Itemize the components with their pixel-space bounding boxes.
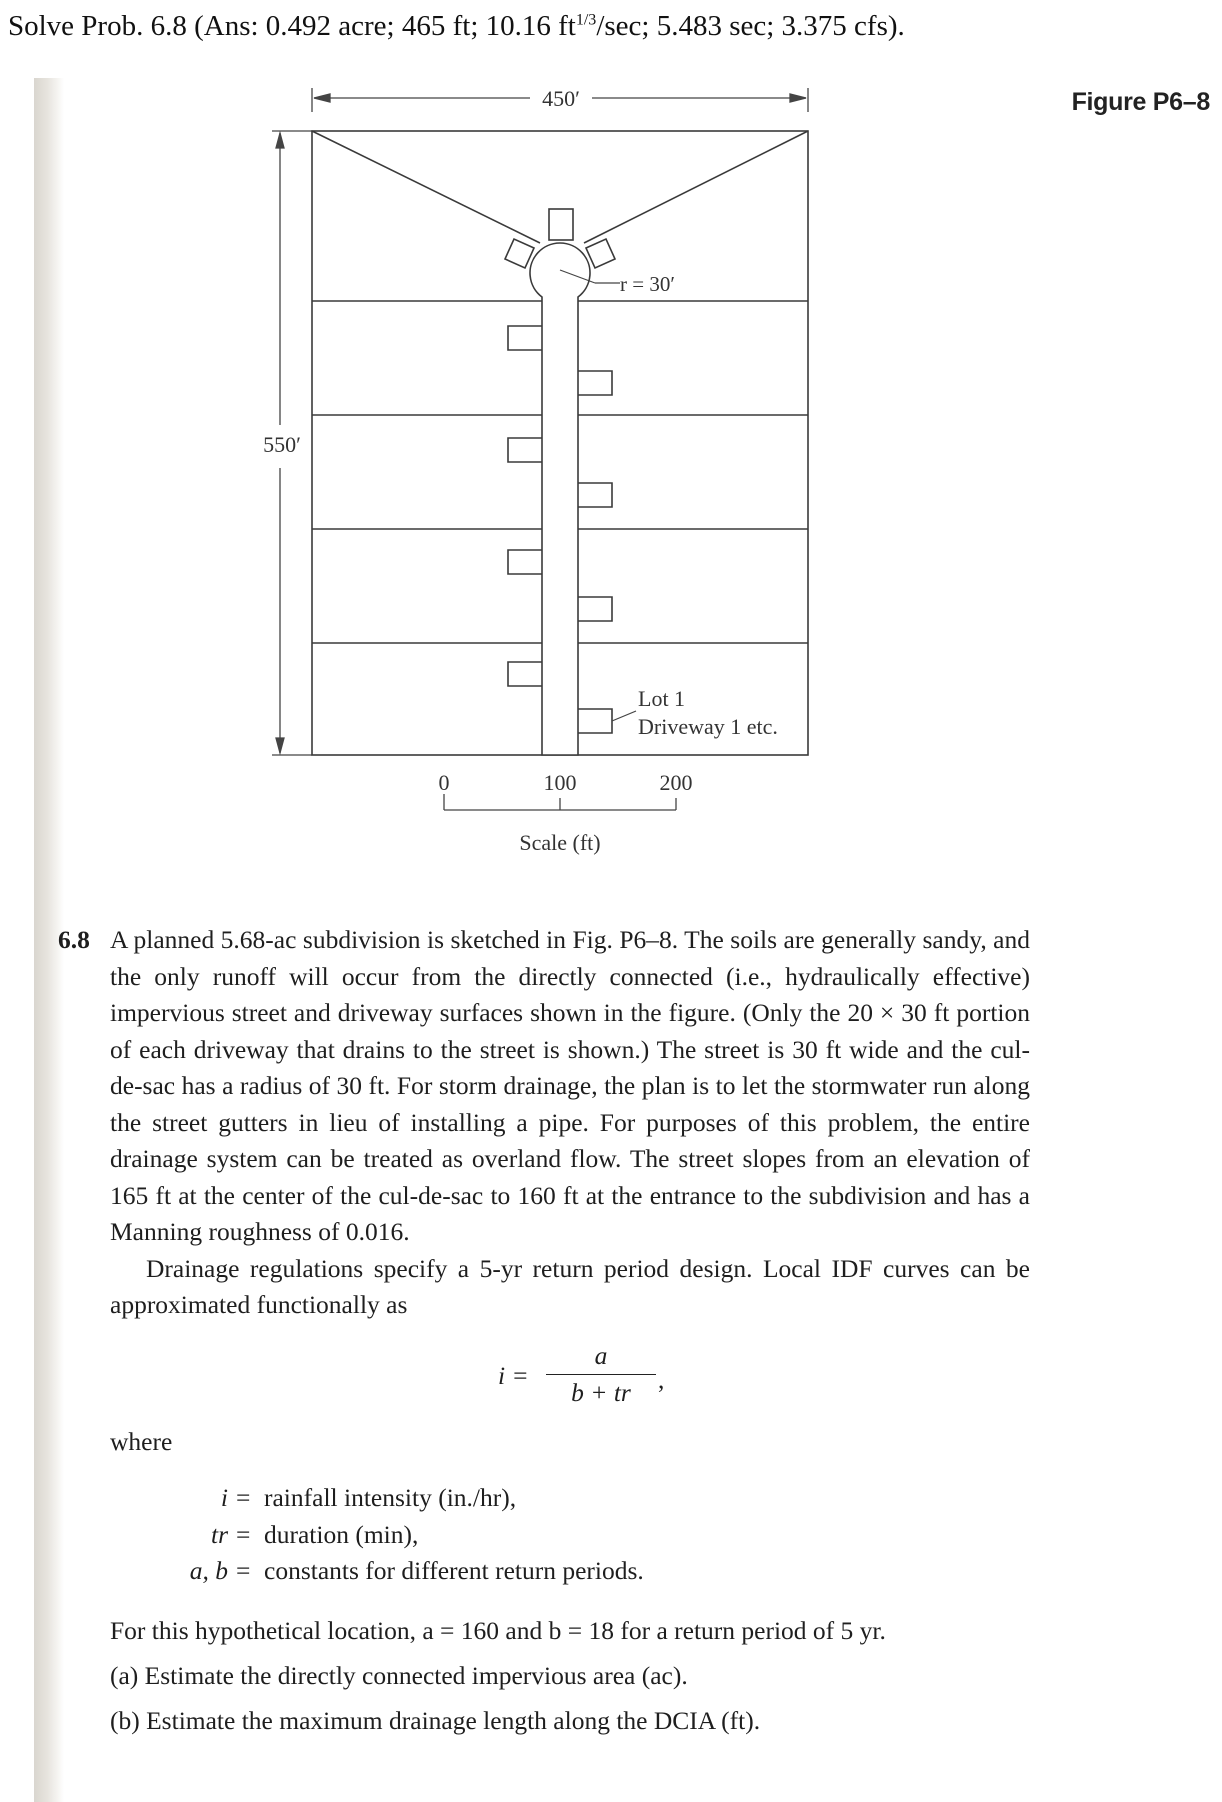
formula-numerator: a xyxy=(594,1340,608,1370)
definition-symbol: tr xyxy=(210,1519,228,1549)
idf-formula xyxy=(58,1338,1030,1418)
driveway-lot-1 xyxy=(578,709,612,733)
formula-lhs: i = xyxy=(498,1360,529,1390)
formula-comma: , xyxy=(658,1364,665,1394)
scale-tick-100: 100 xyxy=(543,770,577,795)
question-a: (a) Estimate the directly connected impervious area (ac). xyxy=(110,1660,688,1690)
driveway xyxy=(508,438,542,462)
definition-symbol: i xyxy=(220,1483,228,1512)
problem-6-8 xyxy=(58,922,1030,1743)
constants-statement: For this hypothetical location, a = 160 and b = 18 for a return period of 5 yr. xyxy=(110,1615,886,1645)
definition-equals: = xyxy=(236,1483,251,1512)
scale-tick-200: 200 xyxy=(659,770,693,795)
definition-symbol: a, b xyxy=(189,1556,228,1585)
radius-label: r = 30′ xyxy=(620,272,675,296)
driveway xyxy=(508,662,542,686)
driveway xyxy=(578,483,612,507)
lot-line xyxy=(312,131,540,243)
definitions-list xyxy=(58,1480,1030,1590)
driveway xyxy=(549,209,573,240)
subdivision-plan-figure xyxy=(0,0,1222,880)
definition-description: duration (min), xyxy=(264,1519,419,1549)
problem-questions xyxy=(110,1608,1030,1743)
scale-label: Scale (ft) xyxy=(519,830,601,855)
where-label: where xyxy=(110,1426,173,1456)
definition-description: constants for different return periods. xyxy=(264,1556,644,1585)
definition-equals: = xyxy=(236,1556,251,1585)
problem-paragraph-1: A planned 5.68-ac subdivision is sketched in Fig. P6–8. The soils are generally sandy, and the only runoff will occur from the directly connected (i.e., hydraulically effective) impervious street and driveway surfaces shown in the figure. (Only the 20 × 30 ft portion of each driveway that drains to the street is shown.) The street is 30 ft wide and the cul-de-sac has a radius of 30 ft. For storm drainage, the plan is to let the stormwater run along the street gutters in lieu of installing a pipe. For purposes of this problem, the entire drainage system can be treated as overland flow. The street slopes from an elevation of 165 ft at the center of the cul-de-sac to 160 ft at the entrance to the subdivision and has a Manning roughness of 0.016. xyxy=(110,925,1030,1246)
street-cul-de-sac xyxy=(530,243,590,755)
question-b: (b) Estimate the maximum drainage length along the DCIA (ft). xyxy=(110,1705,761,1735)
driveway xyxy=(578,597,612,621)
problem-paragraph-2: Drainage regulations specify a 5-yr return period design. Local IDF curves can be approximated functionally as xyxy=(110,1253,1030,1319)
answer-header-prefix: Solve Prob. 6.8 (Ans: 0.492 acre; 465 ft; 10.16 ft xyxy=(8,10,576,42)
lot-line xyxy=(584,131,808,243)
driveway xyxy=(508,550,542,574)
driveway xyxy=(508,326,542,350)
height-label: 550′ xyxy=(263,432,301,457)
answer-header-suffix: /sec; 5.483 sec; 3.375 cfs). xyxy=(596,10,905,42)
driveway-label: Driveway 1 etc. xyxy=(638,714,778,739)
driveway xyxy=(578,371,612,395)
definition-row xyxy=(58,1517,1030,1554)
width-label: 450′ xyxy=(542,86,580,111)
definition-equals: = xyxy=(236,1519,251,1549)
formula-fraction xyxy=(546,1338,656,1412)
driveway xyxy=(586,239,615,268)
driveway xyxy=(505,239,534,268)
problem-number: 6.8 xyxy=(58,925,90,954)
scale-tick-0: 0 xyxy=(438,770,450,795)
definition-row xyxy=(58,1480,1030,1517)
lot-label: Lot 1 xyxy=(638,686,686,711)
formula-denominator: b + tr xyxy=(546,1374,656,1412)
definition-description: rainfall intensity (in./hr), xyxy=(264,1483,517,1512)
figure-caption: Figure P6–8 xyxy=(1071,88,1210,116)
definition-row xyxy=(58,1553,1030,1590)
answer-header-exponent: 1/3 xyxy=(575,11,597,29)
lot-1-leader xyxy=(612,711,636,721)
scale-bar xyxy=(444,794,676,810)
